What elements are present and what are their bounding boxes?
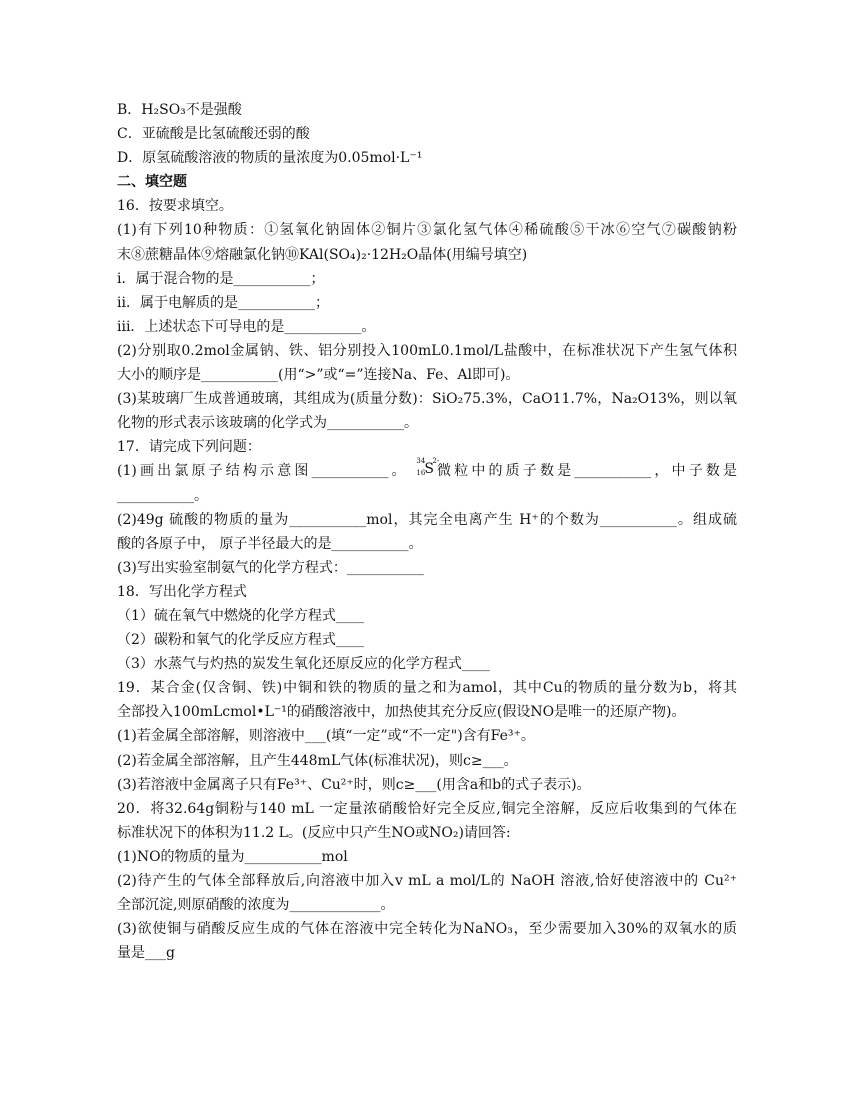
question-16-i: i．属于混合物的是___________； <box>117 270 325 287</box>
question-17-1-part-a: (1)画出氯原子结构示意图___________。 <box>117 463 409 480</box>
question-16-iii: iii．上述状态下可导电的是___________。 <box>117 318 376 335</box>
question-20-line1: 20．将32.64g铜粉与140 mL 一定量浓硝酸恰好完全反应,铜完全溶解，反应后收集到的气体在 <box>117 800 737 817</box>
question-19-line2: 全部投入100mLcmol•L⁻¹的硝酸溶液中，加热使其充分反应(假设NO是唯一的还原产物)。 <box>117 704 686 721</box>
question-16-ii: ii．属于电解质的是___________； <box>117 294 329 311</box>
option-c: C．亚硫酸是比氢硫酸还弱的酸 <box>117 126 310 143</box>
question-16-3-line2: 化物的形式表示该玻璃的化学式为___________。 <box>117 415 418 432</box>
question-18-1: （1）硫在氧气中燃烧的化学方程式____ <box>117 607 364 624</box>
question-19-1: (1)若金属全部溶解，则溶液中___(填“一定”或“不一定")含有Fe³⁺。 <box>117 728 535 745</box>
element-symbol: S <box>424 461 435 478</box>
question-16-1-line1: (1)有下列10种物质：①氢氧化钠固体②铜片③氯化氢气体④稀硫酸⑤干冰⑥空气⑦碳酸钠粉 <box>117 222 737 239</box>
sulfide-ion-nuclide <box>416 457 440 478</box>
question-19-3: (3)若溶液中金属离子只有Fe³⁺、Cu²⁺时，则c≥___(用含a和b的式子表示)。 <box>117 776 591 793</box>
question-18-3: （3）水蒸气与灼热的炭发生氧化还原反应的化学方程式____ <box>117 656 490 673</box>
document-content <box>117 98 737 965</box>
question-16-3-line1: (3)某玻璃厂生成普通玻璃，其组成为(质量分数)：SiO₂75.3%，CaO11.7%，Na₂O13%，则以氧 <box>117 391 737 408</box>
atomic-number: 16 <box>416 469 426 478</box>
question-20-2-line1: (2)待产生的气体全部释放后,向溶液中加入v mL a mol/L的 NaOH 溶液,恰好使溶液中的 Cu²⁺ <box>117 873 737 889</box>
question-18-2: （2）碳粉和氧气的化学反应方程式____ <box>117 632 364 649</box>
option-b: B．H₂SO₃不是强酸 <box>117 102 242 118</box>
question-16-2-line2: 大小的顺序是___________(用“>”或“=”连接Na、Fe、Al即可)。 <box>117 367 520 384</box>
question-17-1-part-b: 微粒中的质子数是___________，中子数是 <box>437 463 738 480</box>
question-18-title: 18．写出化学方程式 <box>117 583 247 600</box>
question-17-2-line1: (2)49g 硫酸的物质的量为___________mol，其完全电离产生 H⁺的个数为___________。组成硫 <box>117 511 737 528</box>
question-20-3-line1: (3)欲使铜与硝酸反应生成的气体在溶液中完全转化为NaNO₃，至少需要加入30%的双氧水的质 <box>117 921 737 938</box>
question-20-line2: 标准状况下的体积为11.2 L。(反应中只产生NO或NO₂)请回答: <box>117 824 511 841</box>
ion-charge: 2- <box>432 457 440 466</box>
question-19-2: (2)若金属全部溶解，且产生448mL气体(标准状况)，则c≥___。 <box>117 752 518 769</box>
question-16-2-line1: (2)分别取0.2mol金属钠、铁、铝分别投入100mL0.1mol/L盐酸中，在标准状况下产生氢气体积 <box>117 342 737 359</box>
question-20-1: (1)NO的物质的量为___________mol <box>117 848 348 865</box>
question-19-line1: 19．某合金(仅含铜、铁)中铜和铁的物质的量之和为amol，其中Cu的物质的量分数为b，将其 <box>117 680 737 697</box>
question-17-1-line2: ___________。 <box>117 487 208 504</box>
question-20-3-line2: 量是___g <box>117 945 175 962</box>
question-17-1-line1 <box>117 459 737 483</box>
option-d: D．原氢硫酸溶液的物质的量浓度为0.05mol·L⁻¹ <box>117 150 423 167</box>
question-16-1-line2: 末⑧蔗糖晶体⑨熔融氯化钠⑩KAl(SO₄)₂·12H₂O晶体(用编号填空) <box>117 246 528 263</box>
section-heading: 二、填空题 <box>117 174 187 191</box>
mass-number: 34 <box>416 457 426 466</box>
question-16-title: 16．按要求填空。 <box>117 198 233 215</box>
question-20-2-line2: 全部沉淀,则原硝酸的浓度为_____________。 <box>117 897 395 914</box>
question-17-title: 17．请完成下列问题： <box>117 439 261 456</box>
question-17-2-line2: 酸的各原子中， 原子半径最大的是___________。 <box>117 535 423 552</box>
question-17-3: (3)写出实验室制氨气的化学方程式：___________ <box>117 559 424 576</box>
